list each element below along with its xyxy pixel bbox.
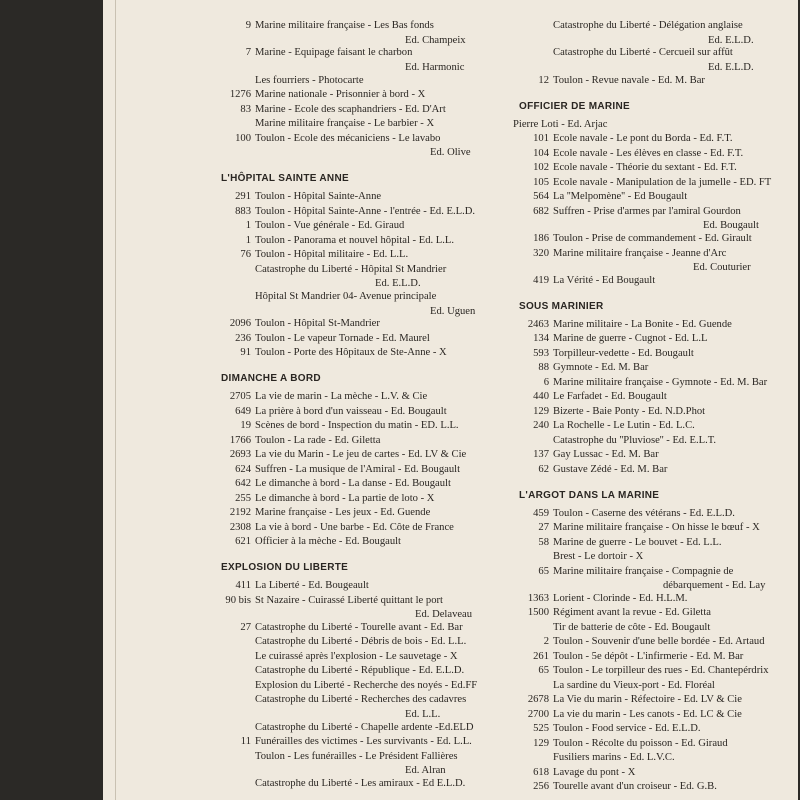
card-number: 419 [533, 274, 549, 286]
list-item [513, 723, 798, 736]
section-heading: L'HÔPITAL SAINTE ANNE [221, 173, 349, 185]
card-title: La vie de marin - La mèche - L.V. & Cie [255, 391, 428, 403]
card-number: 593 [533, 347, 549, 359]
card-title: Toulon - Récolte du poisson - Ed. Giraud [553, 737, 728, 749]
card-title: Gay Lussac - Ed. M. Bar [553, 449, 659, 461]
list-item [215, 449, 505, 462]
list-item [513, 233, 798, 246]
intro-list [215, 20, 505, 160]
card-number: 9 [245, 20, 251, 31]
card-number: 618 [533, 766, 549, 778]
card-number: 12 [538, 74, 549, 86]
list-item [513, 566, 798, 593]
card-number [513, 435, 553, 448]
card-title: Catastrophe du ''Pluviose'' - Ed. E.L.T. [553, 434, 717, 446]
list-item [513, 391, 798, 404]
card-title: Catastrophe du Liberté - Délégation anglaise [553, 20, 743, 31]
card-title: Gymnote - Ed. M. Bar [553, 362, 649, 374]
card-title: Toulon - Porte des Hôpitaux de Ste-Anne - X [255, 347, 447, 359]
card-title: Catastrophe du Liberté - Chapelle ardente -Ed.ELD [255, 721, 474, 733]
card-number: 320 [533, 247, 549, 259]
card-title: Le cuirassé après l'explosion - Le sauvetage - X [255, 650, 458, 662]
list-item [215, 249, 505, 262]
card-title: Catastrophe du Liberté - Recherches des cadavres [255, 694, 467, 706]
card-number [513, 47, 553, 60]
card-number: 134 [533, 333, 549, 345]
card-number: 186 [533, 233, 549, 245]
card-title: La Liberté - Ed. Bougeault [255, 580, 369, 592]
card-number [215, 722, 255, 735]
card-title: La Rochelle - Le Lutin - Ed. L.C. [553, 420, 695, 432]
list-item [513, 508, 798, 521]
card-title: Ecole navale - Le pont du Borda - Ed. F.T. [553, 133, 733, 145]
card-title: Explosion du Liberté - Recherche des noyés - Ed.FF [255, 679, 478, 691]
list-item [513, 636, 798, 649]
list-item [215, 694, 505, 721]
card-title: Hôpital St Mandrier 04- Avenue principale [255, 291, 437, 303]
card-number: 240 [533, 420, 549, 432]
list-item [513, 449, 798, 462]
card-number [513, 20, 553, 33]
card-number [215, 778, 255, 791]
card-title: Lavage du pont - X [553, 766, 636, 778]
list-item [215, 191, 505, 204]
section-list [215, 191, 505, 360]
card-number: 440 [533, 391, 549, 403]
list-item [215, 333, 505, 346]
card-title: Ecole navale - Manipulation de la jumelle - ED. FT [553, 176, 772, 188]
card-title: Toulon - Prise de commandement - Ed. Girault [553, 233, 752, 245]
card-title: Suffren - La musique de l'Amiral - Ed. Bougault [255, 463, 461, 475]
list-item [215, 493, 505, 506]
card-title: Torpilleur-vedette - Ed. Bougault [553, 347, 694, 359]
card-title: Toulon - Ecole des mécaniciens - Le lavabo [255, 132, 441, 144]
list-item [215, 651, 505, 664]
card-number [215, 651, 255, 664]
card-number: 459 [533, 507, 549, 519]
card-number: 2192 [229, 507, 251, 519]
card-title: Toulon - La rade - Ed. Giletta [255, 434, 381, 446]
card-title: Officier à la mèche - Ed. Bougault [255, 536, 402, 548]
card-publisher: Ed. Uguen [430, 305, 476, 317]
card-number: 621 [235, 536, 251, 548]
list-item [513, 435, 798, 448]
card-publisher: Ed. Bougault [703, 220, 759, 232]
card-number: 137 [533, 449, 549, 461]
list-item [513, 551, 798, 564]
list-item [513, 406, 798, 419]
card-title: Toulon - Panorama et nouvel hôpital - Ed. L.L. [255, 234, 455, 246]
card-title: Marine militaire française - Jeanne d'Arc [553, 247, 727, 259]
card-title: Marine nationale - Prisonnier à bord - X [255, 89, 426, 101]
list-item [215, 235, 505, 248]
list-item [215, 536, 505, 549]
list-item [513, 133, 798, 146]
card-title: Suffren - Prise d'armes par l'amiral Gourdon [553, 205, 741, 217]
card-number [513, 622, 553, 635]
list-item [215, 89, 505, 102]
card-number: 411 [235, 580, 251, 592]
card-title: Marine de guerre - Cugnot - Ed. L.L [553, 333, 708, 345]
card-number: 101 [533, 133, 549, 145]
list-item [215, 75, 505, 88]
card-number: 1766 [229, 434, 251, 446]
list-item [513, 607, 798, 620]
card-number [513, 752, 553, 765]
list-item [215, 622, 505, 635]
card-number: 91 [240, 347, 251, 359]
card-number: 90 bis [225, 594, 251, 606]
card-number: 2705 [229, 391, 251, 403]
card-title: Marine militaire française - Compagnie de [553, 565, 734, 577]
right-column [513, 20, 798, 800]
card-title: Fusiliers marins - Ed. L.V.C. [553, 752, 675, 764]
card-title: Toulon - Souvenir d'une belle bordée - Ed. Artaud [553, 636, 765, 648]
card-number: 642 [235, 478, 251, 490]
card-title: Funérailles des victimes - Les survivants - Ed. L.L. [255, 736, 472, 748]
list-item [513, 694, 798, 707]
catalog-page [103, 0, 798, 800]
list-item [215, 264, 505, 291]
card-number [513, 680, 553, 693]
card-number: 236 [235, 332, 251, 344]
list-item [215, 751, 505, 778]
card-number [215, 291, 255, 304]
card-title: La prière à bord d'un vaisseau - Ed. Bougault [255, 405, 447, 417]
card-number: 883 [235, 205, 251, 217]
card-number [513, 551, 553, 564]
list-item [513, 522, 798, 535]
card-title: Marine militaire française - Le barbier - X [255, 118, 435, 130]
card-title: Brest - Le dortoir - X [553, 551, 644, 563]
list-item [215, 220, 505, 233]
card-number [215, 694, 255, 707]
card-number: 27 [538, 522, 549, 534]
list-item [215, 636, 505, 649]
card-number: 624 [235, 463, 251, 475]
list-item [215, 391, 505, 404]
list-item [513, 767, 798, 780]
list-item [215, 580, 505, 593]
card-title: Pierre Loti - Ed. Arjac [513, 118, 608, 130]
card-number: 102 [533, 162, 549, 174]
card-number [215, 118, 255, 131]
list-item [215, 665, 505, 678]
card-number: 1500 [527, 607, 549, 619]
card-title: Toulon - Les funérailles - Le Président Fallières [255, 750, 458, 762]
card-title: La vie du marin - Les canots - Ed. LC & Cie [553, 708, 742, 720]
card-publisher: Ed. Champeix [405, 34, 466, 46]
card-title: Scènes de bord - Inspection du matin - ED. L.L. [255, 420, 459, 432]
card-title: La Vérité - Ed Bougault [553, 274, 656, 286]
card-title: La vie du Marin - Le jeu de cartes - Ed. LV & Cie [255, 449, 467, 461]
card-number: 291 [235, 191, 251, 203]
card-number: 1 [245, 234, 251, 246]
list-item [215, 420, 505, 433]
list-item [215, 522, 505, 535]
list-item [513, 651, 798, 664]
card-number: 27 [240, 621, 251, 633]
list-item [513, 665, 798, 678]
list-item [215, 20, 505, 47]
list-item [513, 377, 798, 390]
list-item [215, 118, 505, 131]
card-title: Toulon - Hôpital Sainte-Anne [255, 191, 382, 203]
card-title: Toulon - Caserne des vétérans - Ed. E.L.D. [553, 507, 735, 519]
card-title: La sardine du Vieux-port - Ed. Floréal [553, 679, 715, 691]
card-title: La vie à bord - Une barbe - Ed. Côte de France [255, 521, 454, 533]
list-item [215, 47, 505, 74]
card-publisher: Ed. E.L.D. [708, 61, 754, 73]
list-item [513, 47, 798, 74]
list-item [513, 348, 798, 361]
intro-list [513, 20, 798, 88]
section-heading: SOUS MARINIER [519, 300, 604, 312]
list-item [215, 595, 505, 622]
list-item [513, 420, 798, 433]
list-item [513, 119, 798, 132]
card-title: Gustave Zédé - Ed. M. Bar [553, 463, 668, 475]
section-list [215, 391, 505, 549]
card-number: 682 [533, 205, 549, 217]
card-number [215, 636, 255, 649]
card-number [215, 264, 255, 277]
list-item [215, 507, 505, 520]
list-item [513, 20, 798, 47]
list-item [513, 319, 798, 332]
card-number: 100 [235, 132, 251, 144]
left-column [215, 20, 505, 799]
card-publisher: Ed. Harmonic [405, 61, 465, 73]
card-title: Toulon - Le vapeur Tornade - Ed. Maurel [255, 332, 430, 344]
card-number: 2678 [527, 694, 549, 706]
list-item [215, 435, 505, 448]
card-number: 2096 [229, 318, 251, 330]
card-number [215, 665, 255, 678]
list-item [513, 162, 798, 175]
card-number: 11 [240, 736, 251, 748]
list-item [215, 347, 505, 360]
card-title: Le dimanche à bord - La partie de loto - X [255, 492, 435, 504]
section-heading: L'ARGOT DANS LA MARINE [519, 489, 660, 501]
list-item [215, 206, 505, 219]
card-title: Le dimanche à bord - La danse - Ed. Bougault [255, 478, 451, 490]
card-publisher: Ed. Delaveau [415, 609, 473, 621]
card-title: Bizerte - Baie Ponty - Ed. N.D.Phot [553, 405, 706, 417]
list-item [513, 248, 798, 275]
section-heading: OFFICIER DE MARINE [519, 100, 630, 112]
card-number: 104 [533, 147, 549, 159]
card-number: 2308 [229, 521, 251, 533]
card-title: Marine militaire française - Gymnote - Ed. M. Bar [553, 376, 768, 388]
card-publisher: Ed. Couturier [693, 262, 751, 274]
card-title: La ''Melpomène'' - Ed Bougault [553, 191, 688, 203]
list-item [215, 464, 505, 477]
card-title: Catastrophe du Liberté - Tourelle avant - Ed. Bar [255, 621, 463, 633]
list-item [513, 191, 798, 204]
card-title: Toulon - Hôpital St-Mandrier [255, 318, 380, 330]
card-title: Catastrophe du Liberté - Les amiraux - Ed E.L.D. [255, 778, 466, 790]
section-heading: EXPLOSION DU LIBERTE [221, 562, 349, 574]
card-number [215, 75, 255, 88]
card-title: Tourelle avant d'un croiseur - Ed. G.B. [553, 781, 717, 793]
card-title: Catastrophe du Liberté - République - Ed. E.L.D. [255, 665, 465, 677]
card-number: 1 [245, 220, 251, 232]
list-item [215, 291, 505, 318]
card-title: Le Farfadet - Ed. Bougault [553, 391, 667, 403]
list-item [215, 680, 505, 693]
list-item [513, 593, 798, 606]
card-title: Lorient - Clorinde - Ed. H.L.M. [553, 592, 688, 604]
list-item [215, 736, 505, 749]
card-title: Toulon - Hôpital Sainte-Anne - l'entrée - Ed. E.L.D. [255, 205, 476, 217]
card-title: Catastrophe du Liberté - Cercueil sur affût [553, 47, 733, 59]
card-number: 76 [240, 249, 251, 261]
card-number: 261 [533, 650, 549, 662]
card-title: Toulon - Vue générale - Ed. Giraud [255, 220, 405, 232]
card-number: 2700 [527, 708, 549, 720]
section-list [513, 508, 798, 795]
list-item [513, 622, 798, 635]
card-title: Marine - Ecole des scaphandriers - Ed. D'Art [255, 103, 446, 115]
list-item [215, 778, 505, 791]
card-number: 19 [240, 420, 251, 432]
list-item [513, 275, 798, 288]
list-item [513, 177, 798, 190]
card-title: Toulon - Food service - Ed. E.L.D. [553, 723, 701, 735]
card-title: Ecole navale - Théorie du sextant - Ed. F.T. [553, 162, 737, 174]
list-item [513, 537, 798, 550]
section-heading: DIMANCHE A BORD [221, 373, 321, 385]
card-number: 129 [533, 405, 549, 417]
card-number: 129 [533, 737, 549, 749]
card-publisher: Ed. L.L. [405, 708, 441, 720]
list-item [513, 206, 798, 233]
card-publisher: Ed. Alran [405, 765, 446, 777]
card-title: Marine militaire française - On hisse le bœuf - X [553, 522, 760, 534]
list-item [215, 318, 505, 331]
card-number: 564 [533, 191, 549, 203]
card-number: 6 [543, 376, 549, 388]
card-title: Catastrophe du Liberté - Hôpital St Mandrier [255, 263, 447, 275]
card-number: 2693 [229, 449, 251, 461]
card-title: Marine française - Les jeux - Ed. Guende [255, 507, 431, 519]
card-number [215, 751, 255, 764]
section-list [513, 119, 798, 288]
list-item [215, 722, 505, 735]
card-title: Catastrophe du Liberté - Débris de bois - Ed. L.L. [255, 636, 467, 648]
card-number: 62 [538, 463, 549, 475]
card-number: 7 [245, 47, 251, 59]
list-item [215, 406, 505, 419]
list-item [513, 680, 798, 693]
card-title: Marine militaire française - Les Bas fonds [255, 20, 434, 31]
list-item [513, 362, 798, 375]
card-title: Marine militaire - La Bonite - Ed. Guende [553, 318, 732, 330]
card-number: 83 [240, 103, 251, 115]
list-item [513, 148, 798, 161]
card-title: Toulon - Hôpital militaire - Ed. L.L. [255, 249, 409, 261]
card-number: 255 [235, 492, 251, 504]
card-number: 649 [235, 405, 251, 417]
card-title: Les fourriers - Photocarte [255, 74, 364, 86]
card-title: Régiment avant la revue - Ed. Giletta [553, 607, 711, 619]
list-item [513, 781, 798, 794]
list-item [513, 752, 798, 765]
card-number: 65 [538, 565, 549, 577]
list-item [513, 464, 798, 477]
card-number: 2463 [527, 318, 549, 330]
card-number: 65 [538, 665, 549, 677]
card-title: Toulon - Revue navale - Ed. M. Bar [553, 74, 705, 86]
card-title: Tir de batterie de côte - Ed. Bougault [553, 621, 711, 633]
list-item [513, 709, 798, 722]
card-title: Marine - Equipage faisant le charbon [255, 47, 413, 59]
list-item [215, 133, 505, 160]
card-publisher: Ed. Olive [430, 147, 471, 159]
section-list [215, 580, 505, 791]
list-item [513, 333, 798, 346]
card-publisher: Ed. E.L.D. [375, 278, 421, 290]
list-item [215, 478, 505, 491]
card-number: 256 [533, 781, 549, 793]
list-item [513, 738, 798, 751]
card-number [215, 680, 255, 693]
section-list [513, 319, 798, 477]
card-number: 525 [533, 723, 549, 735]
card-title: St Nazaire - Cuirassé Liberté quittant le port [255, 594, 443, 606]
card-number: 1276 [229, 89, 251, 101]
card-title: Toulon - Le torpilleur des rues - Ed. Chantepérdrix [553, 665, 769, 677]
list-item [513, 75, 798, 88]
card-title: Toulon - 5e dépôt - L'infirmerie - Ed. M. Bar [553, 650, 744, 662]
card-number: 58 [538, 536, 549, 548]
list-item [215, 104, 505, 117]
card-publisher: Ed. E.L.D. [708, 34, 754, 46]
card-title: Marine de guerre - Le bouvet - Ed. L.L. [553, 536, 722, 548]
card-number: 88 [538, 362, 549, 374]
card-title: La Vie du marin - Réfectoire - Ed. LV & Cie [553, 694, 742, 706]
binding-rule [115, 0, 116, 800]
card-number: 1363 [527, 592, 549, 604]
card-title: Ecole navale - Les élèves en classe - Ed. F.T. [553, 147, 744, 159]
card-number: 105 [533, 176, 549, 188]
card-publisher: débarquement - Ed. Lay [663, 580, 766, 592]
card-number: 2 [543, 636, 549, 648]
